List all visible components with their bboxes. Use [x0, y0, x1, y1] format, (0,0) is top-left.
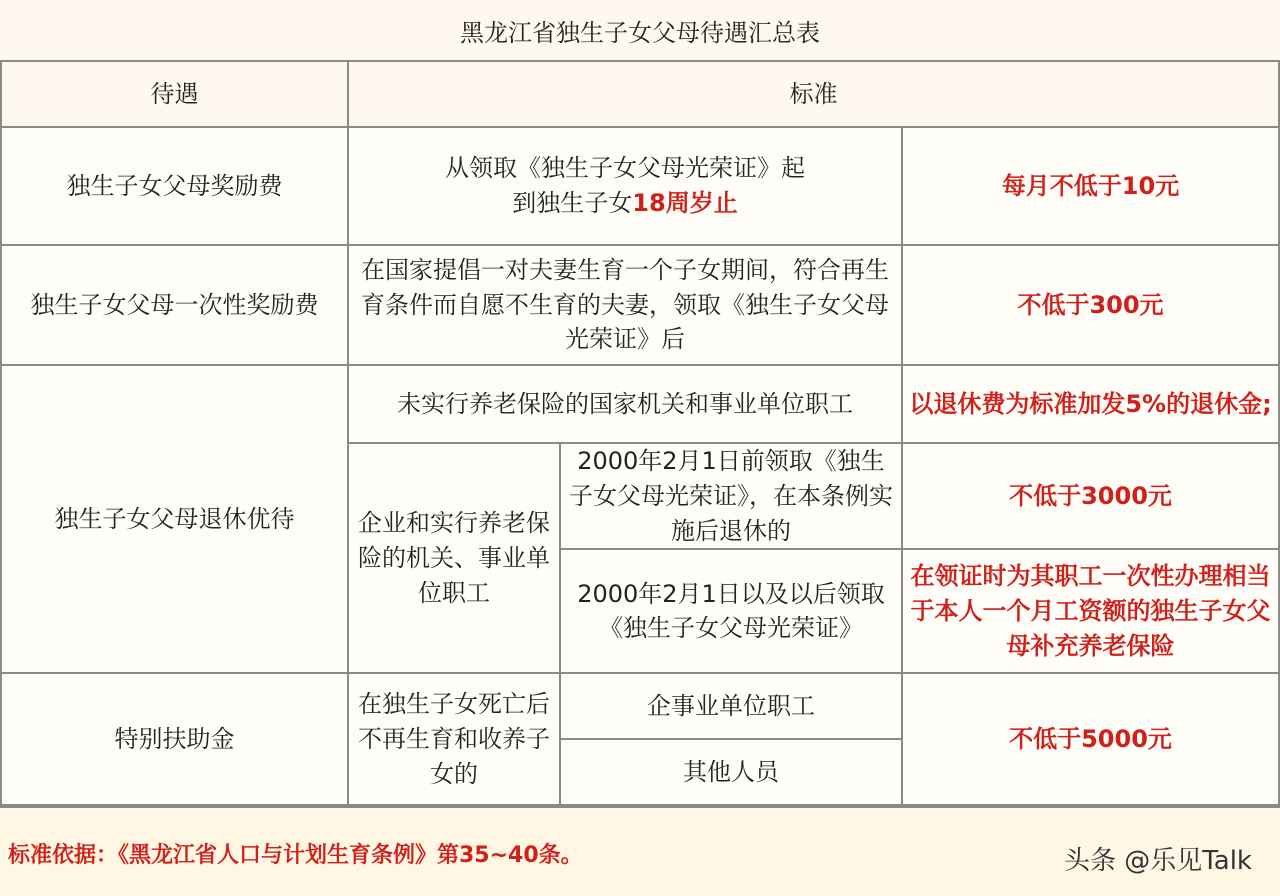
benefit-condition: 企事业单位职工: [560, 673, 902, 739]
benefits-table: [0, 60, 1280, 806]
condition-group: 在独生子女死亡后不再生育和收养子女的: [348, 673, 560, 805]
benefit-condition: 未实行养老保险的国家机关和事业单位职工: [348, 365, 902, 443]
header-benefit: 待遇: [1, 61, 348, 127]
benefit-amount: 不低于300元: [902, 245, 1279, 365]
benefit-name: 独生子女父母奖励费: [1, 127, 348, 245]
watermark: 头条 @乐见Talk: [1063, 846, 1252, 876]
benefit-name: 独生子女父母退休优待: [1, 365, 348, 673]
condition-text: 到独生子女: [512, 189, 633, 217]
footer-basis: [0, 806, 1280, 896]
benefit-condition: 2000年2月1日以及以后领取《独生子女父母光荣证》: [560, 549, 902, 673]
basis-text: 标准依据：《黑龙江省人口与计划生育条例》第35~40条。: [8, 843, 583, 868]
benefit-amount: 不低于3000元: [902, 443, 1279, 549]
benefit-condition: 2000年2月1日前领取《独生子女父母光荣证》，在本条例实施后退休的: [560, 443, 902, 549]
table-row: [1, 365, 1279, 443]
condition-group: 企业和实行养老保险的机关、事业单位职工: [348, 443, 560, 673]
benefit-condition: [348, 127, 902, 245]
benefit-amount: 每月不低于10元: [902, 127, 1279, 245]
benefit-name: 特别扶助金: [1, 673, 348, 805]
table-row: [1, 673, 1279, 739]
benefit-amount: 以退休费为标准加发5%的退休金;: [902, 365, 1279, 443]
table-title: 黑龙江省独生子女父母待遇汇总表: [0, 0, 1280, 62]
condition-highlight: 18周岁止: [632, 189, 738, 217]
table-row: [1, 245, 1279, 365]
condition-text: 从领取《独生子女父母光荣证》起: [445, 154, 805, 183]
benefit-name: 独生子女父母一次性奖励费: [1, 245, 348, 365]
header-standard: 标准: [348, 61, 1279, 127]
benefit-condition: 在国家提倡一对夫妻生育一个子女期间，符合再生育条件而自愿不生育的夫妻，领取《独生子女父母光荣证》后: [348, 245, 902, 365]
benefit-amount: 不低于5000元: [902, 673, 1279, 805]
benefit-condition: 其他人员: [560, 739, 902, 805]
table-row: [1, 127, 1279, 245]
table-header-row: [1, 61, 1279, 127]
benefit-amount: 在领证时为其职工一次性办理相当于本人一个月工资额的独生子女父母补充养老保险: [902, 549, 1279, 673]
